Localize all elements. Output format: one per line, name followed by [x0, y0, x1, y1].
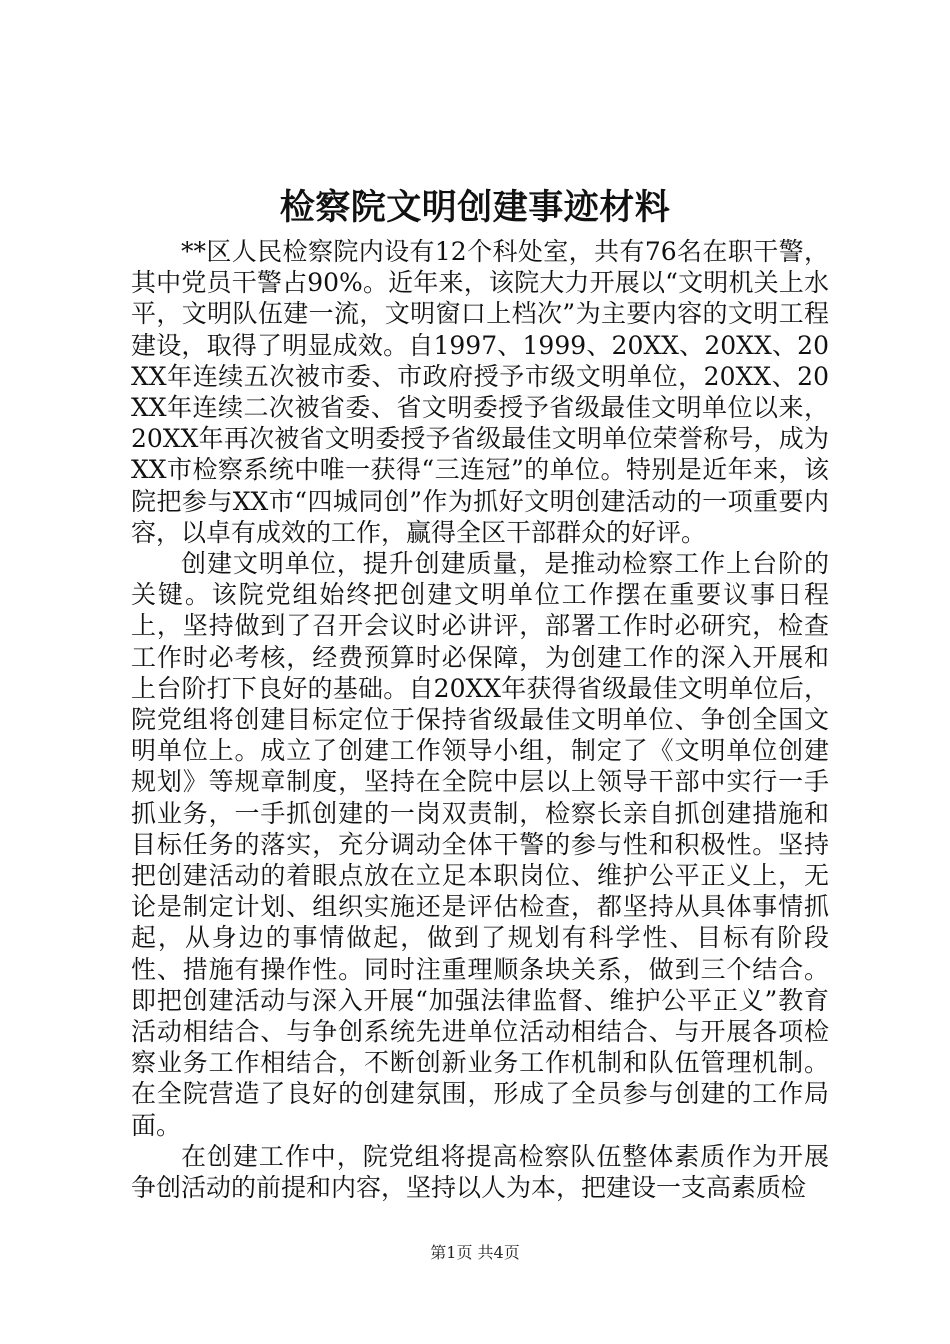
document-title: 检察院文明创建事迹材料	[279, 187, 671, 228]
paragraph-3: 在创建工作中，院党组将提高检察队伍整体素质作为开展争创活动的前提和内容，坚持以人为本，把建设一支高素质检	[131, 1141, 829, 1203]
paragraph-1: **区人民检察院内设有12个科处室，共有76名在职干警，其中党员干警占90%。近年来，该院大力开展以“文明机关上水平，文明队伍建一流，文明窗口上档次”为主要内容的文明工程建设，取得了明显成效。自1997、1999、20XX、20XX、20XX年连续五次被市委、市政府授予市级文明单位，20XX、20XX年连续二次被省委、省文明委授予省级最佳文明单位以来，20XX年再次被省文明委授予省级最佳文明单位荣誉称号，成为XX市检察系统中唯一获得“三连冠”的单位。特别是近年来，该院把参与XX市“四城同创”作为抓好文明创建活动的一项重要内容，以卓有成效的工作，赢得全区干部群众的好评。	[131, 237, 829, 547]
document-body	[131, 236, 829, 1203]
page-footer: 第1页 共4页	[430, 1243, 520, 1262]
paragraph-2: 创建文明单位，提升创建质量，是推动检察工作上台阶的关键。该院党组始终把创建文明单位工作摆在重要议事日程上，坚持做到了召开会议时必讲评，部署工作时必研究，检查工作时必考核，经费预算时必保障，为创建工作的深入开展和上台阶打下良好的基础。自20XX年获得省级最佳文明单位后，院党组将创建目标定位于保持省级最佳文明单位、争创全国文明单位上。成立了创建工作领导小组，制定了《文明单位创建规划》等规章制度，坚持在全院中层以上领导干部中实行一手抓业务，一手抓创建的一岗双责制，检察长亲自抓创建措施和目标任务的落实，充分调动全体干警的参与性和积极性。坚持把创建活动的着眼点放在立足本职岗位、维护公平正义上，无论是制定计划、组织实施还是评估检查，都坚持从具体事情抓起，从身边的事情做起，做到了规划有科学性、目标有阶段性、措施有操作性。同时注重理顺条块关系，做到三个结合。即把创建活动与深入开展“加强法律监督、维护公平正义”教育活动相结合、与争创系统先进单位活动相结合、与开展各项检察业务工作相结合，不断创新业务工作机制和队伍管理机制。在全院营造了良好的创建氛围，形成了全员参与创建的工作局面。	[131, 549, 829, 1140]
